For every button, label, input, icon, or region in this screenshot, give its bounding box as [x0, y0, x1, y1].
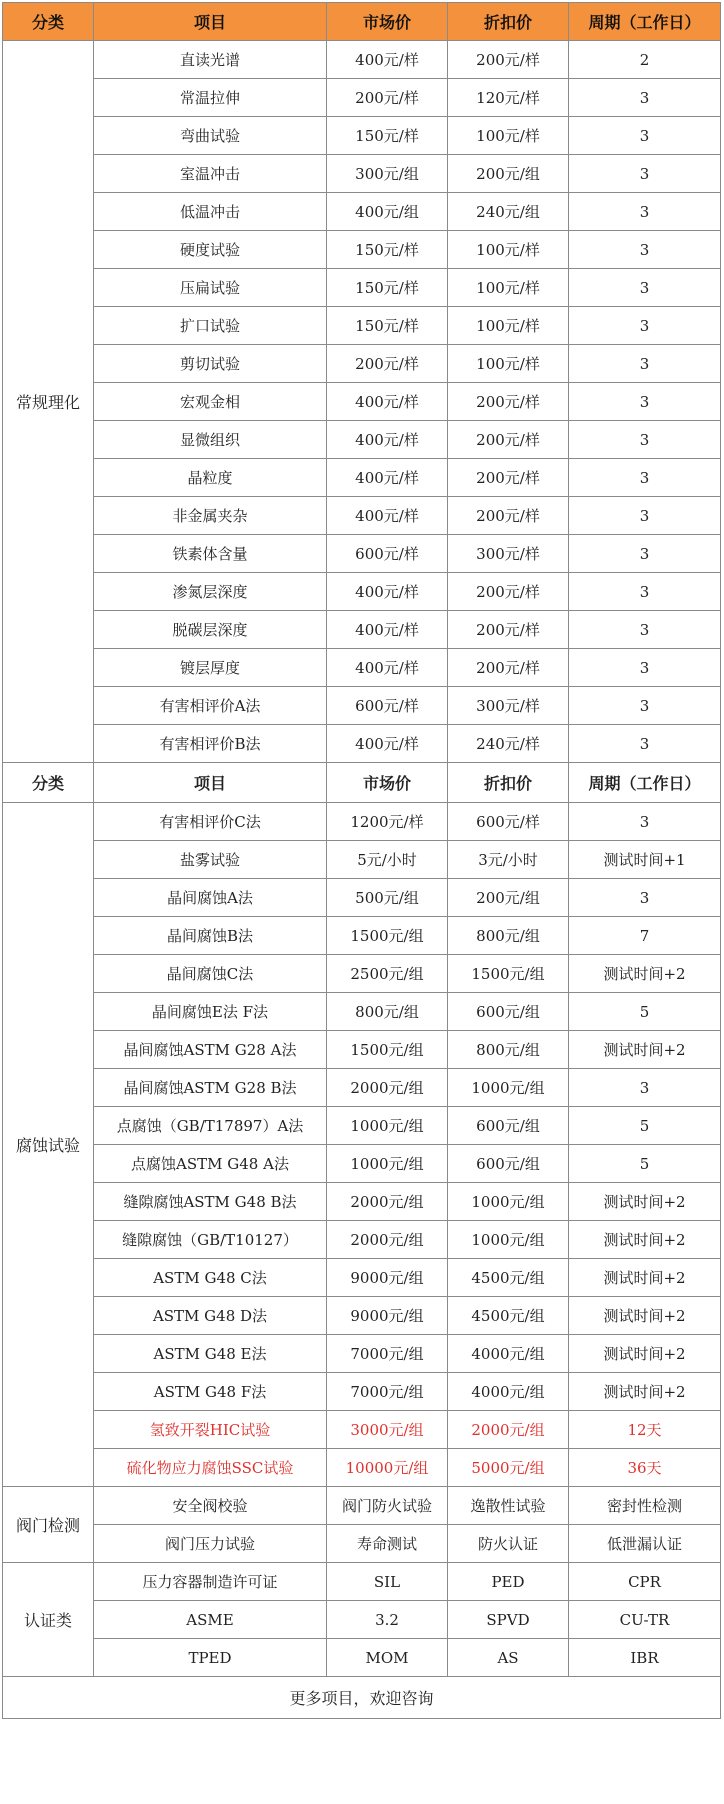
discount-price-cell: 200元/组: [448, 879, 569, 917]
item-cell: 晶间腐蚀A法: [94, 879, 327, 917]
market-price-cell: 9000元/组: [327, 1259, 448, 1297]
cycle-cell: 测试时间+2: [569, 1183, 721, 1221]
cycle-cell: 3: [569, 269, 721, 307]
discount-price-cell: 100元/样: [448, 269, 569, 307]
table-row: [3, 1183, 721, 1221]
cycle-cell: 测试时间+2: [569, 1031, 721, 1069]
cycle-cell: 3: [569, 611, 721, 649]
discount-price-cell: 600元/组: [448, 993, 569, 1031]
discount-price-cell: 200元/样: [448, 383, 569, 421]
market-price-cell: 400元/样: [327, 611, 448, 649]
market-price-cell: 7000元/组: [327, 1373, 448, 1411]
discount-price-cell: 1000元/组: [448, 1221, 569, 1259]
discount-price-cell: 100元/样: [448, 345, 569, 383]
table-row: [3, 1107, 721, 1145]
table-row: [3, 345, 721, 383]
cycle-cell: 测试时间+2: [569, 1335, 721, 1373]
certification-item-cell: SPVD: [448, 1601, 569, 1639]
item-cell: 常温拉伸: [94, 79, 327, 117]
item-cell: 弯曲试验: [94, 117, 327, 155]
table-row: [3, 269, 721, 307]
table-row: [3, 383, 721, 421]
market-price-cell: 9000元/组: [327, 1297, 448, 1335]
discount-price-cell: 800元/组: [448, 917, 569, 955]
table-row: [3, 955, 721, 993]
table-row-highlighted: [3, 1449, 721, 1487]
item-cell: 点腐蚀（GB/T17897）A法: [94, 1107, 327, 1145]
item-cell: 压扁试验: [94, 269, 327, 307]
cycle-cell: 测试时间+2: [569, 1259, 721, 1297]
table-row: [3, 79, 721, 117]
cycle-cell: 3: [569, 345, 721, 383]
market-price-cell: 800元/组: [327, 993, 448, 1031]
certification-item-cell: PED: [448, 1563, 569, 1601]
table-row: [3, 1221, 721, 1259]
item-cell: 点腐蚀ASTM G48 A法: [94, 1145, 327, 1183]
category-cell-certification: 认证类: [3, 1563, 94, 1677]
certification-item-cell: CPR: [569, 1563, 721, 1601]
market-price-cell: 400元/样: [327, 497, 448, 535]
cycle-cell: 5: [569, 1145, 721, 1183]
valve-item-cell: 阀门防火试验: [327, 1487, 448, 1525]
table-row: [3, 497, 721, 535]
market-price-cell: 200元/样: [327, 345, 448, 383]
category-cell-routine: 常规理化: [3, 41, 94, 763]
discount-price-cell: 1000元/组: [448, 1183, 569, 1221]
market-price-cell: 1000元/组: [327, 1145, 448, 1183]
discount-price-cell: 200元/样: [448, 497, 569, 535]
table-row: [3, 155, 721, 193]
discount-price-cell: 200元/样: [448, 459, 569, 497]
item-cell: 扩口试验: [94, 307, 327, 345]
cycle-cell: 3: [569, 231, 721, 269]
item-cell: ASTM G48 C法: [94, 1259, 327, 1297]
item-cell: 有害相评价A法: [94, 687, 327, 725]
certification-item-cell: 压力容器制造许可证: [94, 1563, 327, 1601]
table-row: [3, 1563, 721, 1601]
item-cell: 晶间腐蚀E法 F法: [94, 993, 327, 1031]
cycle-cell: 3: [569, 307, 721, 345]
table-row: [3, 1297, 721, 1335]
discount-price-cell: 100元/样: [448, 117, 569, 155]
market-price-cell: 400元/样: [327, 421, 448, 459]
discount-price-cell: 4000元/组: [448, 1335, 569, 1373]
table-row: [3, 1373, 721, 1411]
market-price-cell: 400元/样: [327, 649, 448, 687]
table-row: [3, 41, 721, 79]
table-row: [3, 535, 721, 573]
table-row: [3, 421, 721, 459]
table-row: [3, 1069, 721, 1107]
market-price-cell: 150元/样: [327, 269, 448, 307]
header-discount-price: 折扣价: [448, 3, 569, 41]
discount-price-cell: 800元/组: [448, 1031, 569, 1069]
valve-item-cell: 阀门压力试验: [94, 1525, 327, 1563]
market-price-cell: 150元/样: [327, 231, 448, 269]
item-cell: 晶间腐蚀ASTM G28 B法: [94, 1069, 327, 1107]
footer-row: [3, 1677, 721, 1719]
table-row: [3, 307, 721, 345]
valve-item-cell: 密封性检测: [569, 1487, 721, 1525]
item-cell: 脱碳层深度: [94, 611, 327, 649]
item-cell: 硫化物应力腐蚀SSC试验: [94, 1449, 327, 1487]
item-cell: 剪切试验: [94, 345, 327, 383]
item-cell: 硬度试验: [94, 231, 327, 269]
certification-item-cell: CU-TR: [569, 1601, 721, 1639]
table-row: [3, 993, 721, 1031]
market-price-cell: 400元/样: [327, 725, 448, 763]
market-price-cell: 1200元/样: [327, 803, 448, 841]
market-price-cell: 400元/样: [327, 41, 448, 79]
table-row: [3, 917, 721, 955]
subheader-market-price: 市场价: [327, 763, 448, 803]
subheader-discount-price: 折扣价: [448, 763, 569, 803]
category-cell-corrosion: 腐蚀试验: [3, 803, 94, 1487]
cycle-cell: 2: [569, 41, 721, 79]
discount-price-cell: 4500元/组: [448, 1297, 569, 1335]
discount-price-cell: 100元/样: [448, 307, 569, 345]
market-price-cell: 200元/样: [327, 79, 448, 117]
cycle-cell: 3: [569, 687, 721, 725]
cycle-cell: 3: [569, 383, 721, 421]
market-price-cell: 400元/样: [327, 573, 448, 611]
item-cell: 室温冲击: [94, 155, 327, 193]
table-row: [3, 1525, 721, 1563]
discount-price-cell: 240元/组: [448, 193, 569, 231]
cycle-cell: 3: [569, 155, 721, 193]
market-price-cell: 10000元/组: [327, 1449, 448, 1487]
market-price-cell: 3000元/组: [327, 1411, 448, 1449]
market-price-cell: 600元/样: [327, 687, 448, 725]
item-cell: 氢致开裂HIC试验: [94, 1411, 327, 1449]
table-row: [3, 459, 721, 497]
discount-price-cell: 120元/样: [448, 79, 569, 117]
subheader-item: 项目: [94, 763, 327, 803]
discount-price-cell: 1500元/组: [448, 955, 569, 993]
table-header-row: [3, 3, 721, 41]
item-cell: 非金属夹杂: [94, 497, 327, 535]
cycle-cell: 3: [569, 803, 721, 841]
market-price-cell: 1000元/组: [327, 1107, 448, 1145]
market-price-cell: 400元/样: [327, 459, 448, 497]
discount-price-cell: 600元/样: [448, 803, 569, 841]
cycle-cell: 5: [569, 1107, 721, 1145]
market-price-cell: 400元/样: [327, 383, 448, 421]
certification-item-cell: MOM: [327, 1639, 448, 1677]
item-cell: 有害相评价B法: [94, 725, 327, 763]
market-price-cell: 150元/样: [327, 117, 448, 155]
discount-price-cell: 4500元/组: [448, 1259, 569, 1297]
table-subheader-row: [3, 763, 721, 803]
table-row: [3, 611, 721, 649]
cycle-cell: 3: [569, 79, 721, 117]
market-price-cell: 5元/小时: [327, 841, 448, 879]
item-cell: 铁素体含量: [94, 535, 327, 573]
subheader-category: 分类: [3, 763, 94, 803]
discount-price-cell: 200元/样: [448, 573, 569, 611]
header-market-price: 市场价: [327, 3, 448, 41]
table-row: [3, 879, 721, 917]
item-cell: 缝隙腐蚀（GB/T10127）: [94, 1221, 327, 1259]
cycle-cell: 测试时间+2: [569, 955, 721, 993]
item-cell: 镀层厚度: [94, 649, 327, 687]
cycle-cell: 3: [569, 649, 721, 687]
footer-note: 更多项目，欢迎咨询: [3, 1677, 721, 1719]
cycle-cell: 36天: [569, 1449, 721, 1487]
market-price-cell: 2000元/组: [327, 1069, 448, 1107]
cycle-cell: 3: [569, 725, 721, 763]
table-row-highlighted: [3, 1411, 721, 1449]
cycle-cell: 3: [569, 497, 721, 535]
certification-item-cell: TPED: [94, 1639, 327, 1677]
cycle-cell: 测试时间+2: [569, 1373, 721, 1411]
item-cell: 晶间腐蚀B法: [94, 917, 327, 955]
discount-price-cell: 300元/样: [448, 687, 569, 725]
item-cell: 盐雾试验: [94, 841, 327, 879]
item-cell: 有害相评价C法: [94, 803, 327, 841]
certification-item-cell: AS: [448, 1639, 569, 1677]
subheader-cycle: 周期（工作日）: [569, 763, 721, 803]
item-cell: 显微组织: [94, 421, 327, 459]
market-price-cell: 2500元/组: [327, 955, 448, 993]
cycle-cell: 测试时间+2: [569, 1297, 721, 1335]
discount-price-cell: 300元/样: [448, 535, 569, 573]
market-price-cell: 150元/样: [327, 307, 448, 345]
market-price-cell: 1500元/组: [327, 917, 448, 955]
table-row: [3, 117, 721, 155]
item-cell: 宏观金相: [94, 383, 327, 421]
item-cell: ASTM G48 E法: [94, 1335, 327, 1373]
header-category: 分类: [3, 3, 94, 41]
certification-item-cell: ASME: [94, 1601, 327, 1639]
table-row: [3, 803, 721, 841]
discount-price-cell: 600元/组: [448, 1145, 569, 1183]
certification-item-cell: 3.2: [327, 1601, 448, 1639]
cycle-cell: 3: [569, 573, 721, 611]
certification-item-cell: SIL: [327, 1563, 448, 1601]
valve-item-cell: 低泄漏认证: [569, 1525, 721, 1563]
market-price-cell: 7000元/组: [327, 1335, 448, 1373]
table-row: [3, 687, 721, 725]
discount-price-cell: 240元/样: [448, 725, 569, 763]
cycle-cell: 3: [569, 1069, 721, 1107]
market-price-cell: 2000元/组: [327, 1221, 448, 1259]
table-row: [3, 1601, 721, 1639]
price-table: [2, 2, 721, 1719]
header-cycle: 周期（工作日）: [569, 3, 721, 41]
header-item: 项目: [94, 3, 327, 41]
valve-item-cell: 寿命测试: [327, 1525, 448, 1563]
item-cell: 直读光谱: [94, 41, 327, 79]
item-cell: 晶间腐蚀C法: [94, 955, 327, 993]
valve-item-cell: 逸散性试验: [448, 1487, 569, 1525]
valve-item-cell: 安全阀校验: [94, 1487, 327, 1525]
discount-price-cell: 200元/样: [448, 611, 569, 649]
table-row: [3, 193, 721, 231]
item-cell: 晶间腐蚀ASTM G28 A法: [94, 1031, 327, 1069]
cycle-cell: 3: [569, 879, 721, 917]
cycle-cell: 测试时间+1: [569, 841, 721, 879]
market-price-cell: 500元/组: [327, 879, 448, 917]
market-price-cell: 2000元/组: [327, 1183, 448, 1221]
table-row: [3, 841, 721, 879]
item-cell: ASTM G48 F法: [94, 1373, 327, 1411]
item-cell: 晶粒度: [94, 459, 327, 497]
table-row: [3, 573, 721, 611]
cycle-cell: 3: [569, 459, 721, 497]
discount-price-cell: 600元/组: [448, 1107, 569, 1145]
category-cell-valve: 阀门检测: [3, 1487, 94, 1563]
discount-price-cell: 3元/小时: [448, 841, 569, 879]
table-row: [3, 1259, 721, 1297]
discount-price-cell: 200元/样: [448, 41, 569, 79]
discount-price-cell: 200元/样: [448, 421, 569, 459]
discount-price-cell: 4000元/组: [448, 1373, 569, 1411]
table-row: [3, 1335, 721, 1373]
item-cell: 低温冲击: [94, 193, 327, 231]
discount-price-cell: 2000元/组: [448, 1411, 569, 1449]
discount-price-cell: 100元/样: [448, 231, 569, 269]
table-row: [3, 1145, 721, 1183]
item-cell: ASTM G48 D法: [94, 1297, 327, 1335]
cycle-cell: 3: [569, 421, 721, 459]
discount-price-cell: 5000元/组: [448, 1449, 569, 1487]
cycle-cell: 12天: [569, 1411, 721, 1449]
valve-item-cell: 防火认证: [448, 1525, 569, 1563]
table-row: [3, 231, 721, 269]
discount-price-cell: 200元/组: [448, 155, 569, 193]
table-row: [3, 1487, 721, 1525]
discount-price-cell: 200元/样: [448, 649, 569, 687]
market-price-cell: 1500元/组: [327, 1031, 448, 1069]
cycle-cell: 5: [569, 993, 721, 1031]
discount-price-cell: 1000元/组: [448, 1069, 569, 1107]
table-row: [3, 725, 721, 763]
cycle-cell: 3: [569, 117, 721, 155]
certification-item-cell: IBR: [569, 1639, 721, 1677]
cycle-cell: 3: [569, 535, 721, 573]
market-price-cell: 600元/样: [327, 535, 448, 573]
cycle-cell: 测试时间+2: [569, 1221, 721, 1259]
table-row: [3, 1639, 721, 1677]
table-row: [3, 649, 721, 687]
table-row: [3, 1031, 721, 1069]
item-cell: 渗氮层深度: [94, 573, 327, 611]
item-cell: 缝隙腐蚀ASTM G48 B法: [94, 1183, 327, 1221]
market-price-cell: 400元/组: [327, 193, 448, 231]
cycle-cell: 3: [569, 193, 721, 231]
market-price-cell: 300元/组: [327, 155, 448, 193]
cycle-cell: 7: [569, 917, 721, 955]
